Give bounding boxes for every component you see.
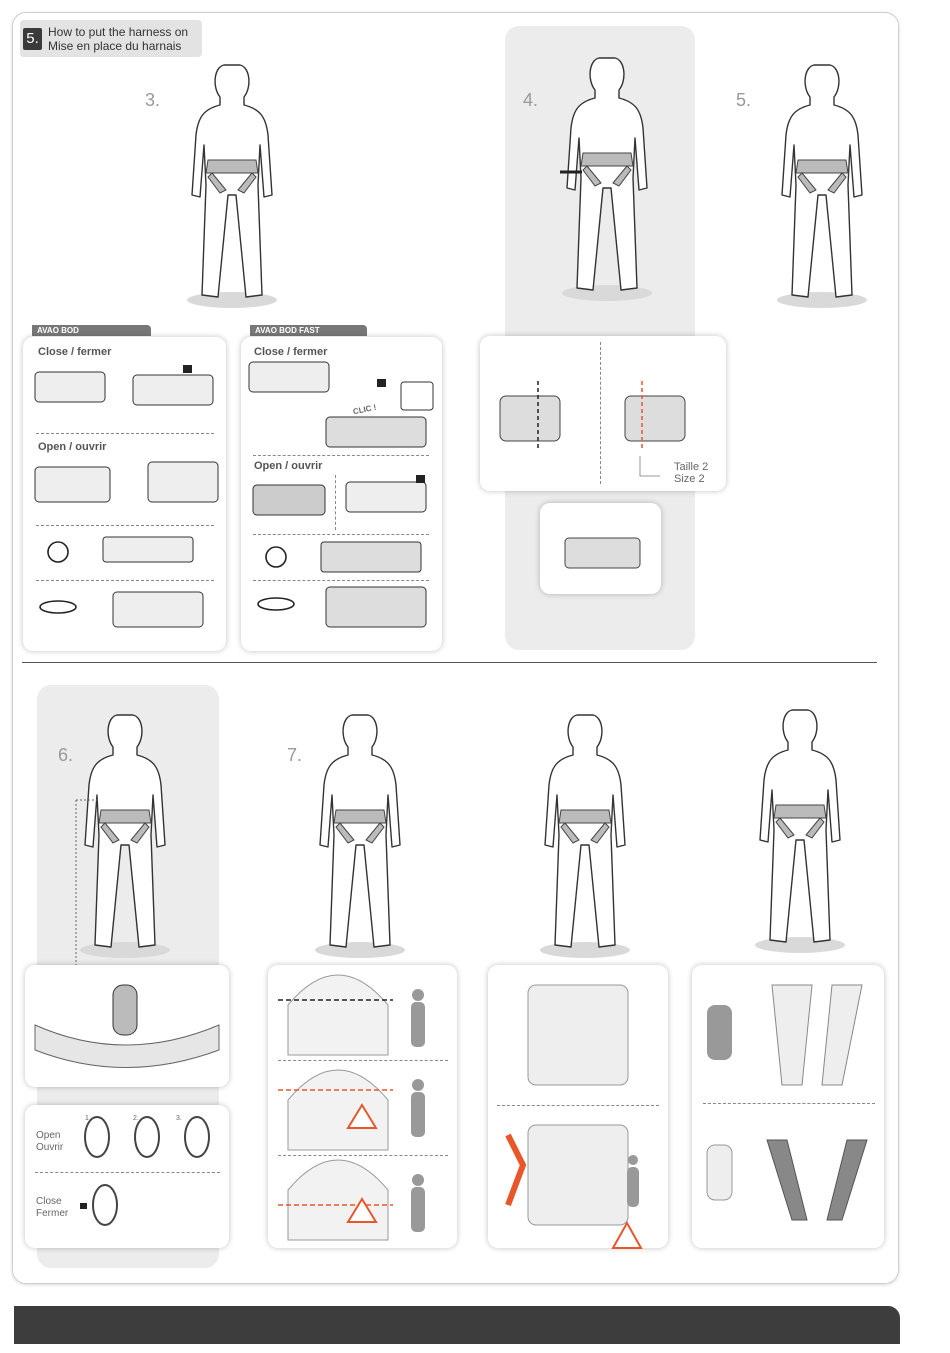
footer-bar xyxy=(14,1306,900,1344)
rotate-icon xyxy=(258,598,294,610)
avao-bod-open-label: Open / ouvrir xyxy=(38,441,107,453)
avao-bod-close-label: Close / fermer xyxy=(38,346,112,358)
unlock-icon xyxy=(416,475,425,483)
figure-step7a xyxy=(315,715,405,958)
carabiner-step-1: 1. xyxy=(85,1115,91,1122)
lock-icon xyxy=(183,365,192,373)
section-title-en: How to put the harness on xyxy=(48,25,189,39)
carabiner-close-label: Close Fermer xyxy=(36,1196,69,1219)
step-4-label: 4. xyxy=(523,90,539,110)
size-label: Size 2 xyxy=(674,473,705,485)
carabiner-step-2: 2. xyxy=(133,1115,139,1122)
clic-label: CLIC ! xyxy=(352,402,378,417)
size-panel-text xyxy=(674,461,708,485)
avao-bod-fast-open-label: Open / ouvrir xyxy=(254,460,323,472)
figure-step6 xyxy=(80,715,170,958)
shoulder-height-illustrations xyxy=(268,965,457,1248)
figure-step7b xyxy=(540,715,630,958)
avao-bod-fast-tag: AVAO BOD FAST xyxy=(250,325,367,336)
section-number: 5. xyxy=(23,28,42,50)
avao-bod-tag: AVAO BOD xyxy=(32,325,151,336)
rotate-icon xyxy=(48,542,68,562)
lock-icon xyxy=(80,1203,87,1209)
lock-icon xyxy=(377,379,386,387)
figure-step7c xyxy=(755,710,845,953)
eye-icon xyxy=(401,382,433,410)
avao-bod-illustrations xyxy=(23,337,273,657)
carabiner-open-label: Open Ouvrir xyxy=(36,1130,64,1153)
leg-loop-check-illustrations xyxy=(488,965,668,1248)
rotate-icon xyxy=(266,547,286,567)
section-divider xyxy=(22,662,877,663)
shoulder-strap-illustrations xyxy=(692,965,884,1248)
step-7-label: 7. xyxy=(287,745,303,765)
rotate-icon xyxy=(40,601,76,613)
taille-label: Taille 2 xyxy=(674,461,709,473)
step-5-label: 5. xyxy=(736,90,752,110)
warning-icon xyxy=(613,1223,641,1248)
figure-step3 xyxy=(187,65,277,308)
step-3-label: 3. xyxy=(145,90,161,110)
figure-step4 xyxy=(562,58,652,301)
carabiner-illustrations xyxy=(25,1105,229,1248)
avao-bod-fast-close-label: Close / fermer xyxy=(254,346,328,358)
carabiner-step-3: 3. xyxy=(176,1115,182,1122)
figure-step5 xyxy=(777,65,867,308)
step-6-label: 6. xyxy=(58,745,74,765)
avao-bod-fast-illustrations xyxy=(241,337,451,657)
section-title-fr: Mise en place du harnais xyxy=(48,39,182,53)
